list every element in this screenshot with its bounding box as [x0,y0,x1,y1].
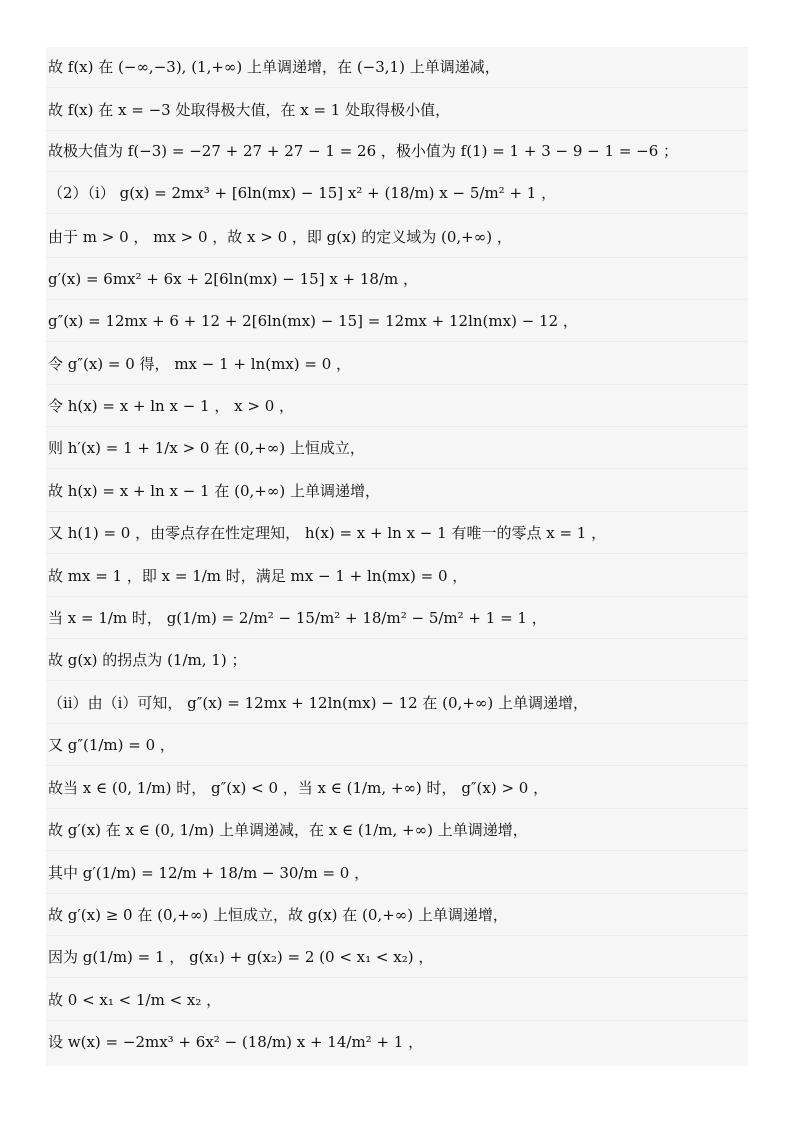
math-line: 设 w(x) = −2mx³ + 6x² − (18/m) x + 14/m² + 1 ， [48,1033,424,1051]
line-separator [46,680,748,681]
line-separator [46,638,748,639]
line-separator [46,468,748,469]
math-line: 故 g(x) 的拐点为 (1/m, 1) ； [48,651,247,669]
math-line: 故 g′(x) ≥ 0 在 (0,+∞) 上恒成立，故 g(x) 在 (0,+∞) 上单调递增， [48,906,508,924]
math-line: 故 g′(x) 在 x ∈ (0, 1/m) 上单调递减，在 x ∈ (1/m, +∞) 上单调递增， [48,821,528,839]
line-separator [46,384,748,385]
line-separator [46,511,748,512]
math-line: 故 f(x) 在 (−∞,−3), (1,+∞) 上单调递增，在 (−3,1) 上单调递减， [48,58,500,76]
line-separator [46,213,748,214]
math-line: 故 h(x) = x + ln x − 1 在 (0,+∞) 上单调递增， [48,482,380,500]
math-line: 故极大值为 f(−3) = −27 + 27 + 27 − 1 = 26 ，极小值为 f(1) = 1 + 3 − 9 − 1 = −6 ； [48,142,679,160]
line-separator [46,977,748,978]
line-separator [46,1020,748,1021]
line-separator [46,87,748,88]
math-line: g′(x) = 6mx² + 6x + 2[6ln(mx) − 15] x + 18/m ， [48,270,419,288]
math-line: （ii）由（i）可知， g″(x) = 12mx + 12ln(mx) − 12 在 (0,+∞) 上单调递增， [48,694,589,712]
math-line: g″(x) = 12mx + 6 + 12 + 2[6ln(mx) − 15] = 12mx + 12ln(mx) − 12 ， [48,312,578,330]
line-separator [46,341,748,342]
line-separator [46,765,748,766]
line-separator [46,130,748,131]
math-line: 其中 g′(1/m) = 12/m + 18/m − 30/m = 0 ， [48,864,370,882]
math-line: 令 h(x) = x + ln x − 1 ， x > 0 ， [48,397,295,415]
math-line: 又 h(1) = 0 ，由零点存在性定理知， h(x) = x + ln x − 1 有唯一的零点 x = 1 ， [48,524,607,542]
line-separator [46,893,748,894]
line-separator [46,299,748,300]
math-line: 又 g″(1/m) = 0 ， [48,736,175,754]
math-line: 故 mx = 1 ，即 x = 1/m 时，满足 mx − 1 + ln(mx) = 0 ， [48,567,468,585]
document-page [46,47,748,1066]
line-separator [46,850,748,851]
line-separator [46,553,748,554]
line-separator [46,171,748,172]
math-line: 故当 x ∈ (0, 1/m) 时， g″(x) < 0 ，当 x ∈ (1/m, +∞) 时， g″(x) > 0 ， [48,779,549,797]
line-separator [46,935,748,936]
line-separator [46,808,748,809]
line-separator [46,426,748,427]
line-separator [46,723,748,724]
math-line: 则 h′(x) = 1 + 1/x > 0 在 (0,+∞) 上恒成立， [48,439,365,457]
math-line: 故 0 < x₁ < 1/m < x₂ ， [48,991,222,1009]
line-separator [46,596,748,597]
math-line: 由于 m > 0 ， mx > 0 ，故 x > 0 ，即 g(x) 的定义域为 (0,+∞) ， [48,228,512,246]
math-line: 当 x = 1/m 时， g(1/m) = 2/m² − 15/m² + 18/m² − 5/m² + 1 = 1 ， [48,609,547,627]
math-line: 故 f(x) 在 x = −3 处取得极大值，在 x = 1 处取得极小值， [48,101,451,119]
math-line: 令 g″(x) = 0 得， mx − 1 + ln(mx) = 0 ， [48,355,352,373]
math-line: （2）（i） g(x) = 2mx³ + [6ln(mx) − 15] x² + (18/m) x − 5/m² + 1 ， [48,184,557,202]
line-separator [46,257,748,258]
math-line: 因为 g(1/m) = 1 ， g(x₁) + g(x₂) = 2 (0 < x₁ < x₂) ， [48,948,434,966]
